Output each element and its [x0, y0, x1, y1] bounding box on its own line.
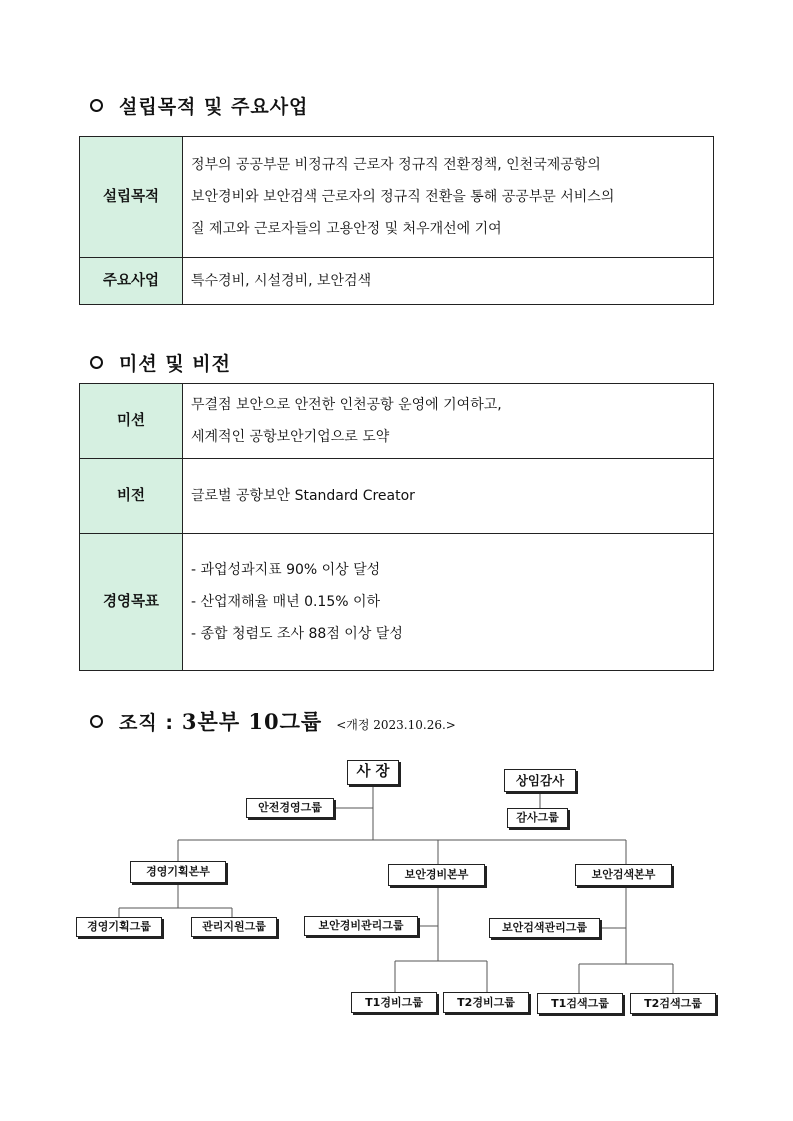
revision-date: <개정 2023.10.26.>: [336, 718, 456, 732]
group-box: 보안경비관리그룹: [304, 916, 418, 936]
row-label: 주요사업: [80, 258, 183, 305]
text-line: - 산업재해율 매년 0.15% 이하: [191, 594, 381, 610]
text-line: 정부의 공공부문 비정규직 근로자 정규직 전환정책, 인천국제공항의: [191, 157, 601, 173]
audit-group-box: 감사그룹: [507, 808, 568, 828]
row-value: 특수경비, 시설경비, 보안검색: [183, 258, 714, 305]
text-line: 무결점 보안으로 안전한 인천공항 운영에 기여하고,: [191, 397, 502, 413]
safety-group-box: 안전경영그룹: [246, 798, 334, 818]
text-line: 세계적인 공항보안기업으로 도약: [191, 429, 390, 445]
text-line: 질 제고와 근로자들의 고용안정 및 처우개선에 기여: [191, 221, 502, 237]
section-title-main: 3본부 10그룹: [181, 709, 323, 734]
row-label: 미션: [80, 384, 183, 459]
row-label: 비전: [80, 459, 183, 534]
section-title: 설립목적 및 주요사업: [119, 96, 309, 118]
group-box: T2경비그룹: [443, 992, 529, 1013]
group-box: 관리지원그룹: [191, 917, 277, 937]
row-label: 설립목적: [80, 137, 183, 258]
row-label: 경영목표: [80, 534, 183, 671]
text-line: - 종합 청렴도 조사 88점 이상 달성: [191, 626, 403, 642]
hq-guard-box: 보안경비본부: [388, 864, 485, 886]
section-title-prefix: 조직 :: [119, 712, 174, 734]
group-box: T2검색그룹: [630, 993, 716, 1014]
row-value: 글로벌 공항보안 Standard Creator: [183, 459, 714, 534]
text-line: 보안경비와 보안검색 근로자의 정규직 전환을 통해 공공부문 서비스의: [191, 189, 615, 205]
hq-screening-box: 보안검색본부: [575, 864, 672, 886]
ceo-box: 사 장: [347, 760, 399, 785]
group-box: 경영기획그룹: [76, 917, 162, 937]
hq-planning-box: 경영기획본부: [130, 861, 226, 883]
auditor-box: 상임감사: [504, 769, 576, 792]
text-line: - 과업성과지표 90% 이상 달성: [191, 562, 381, 578]
section-title: 미션 및 비전: [119, 353, 231, 375]
group-box: 보안검색관리그룹: [489, 918, 600, 938]
group-box: T1검색그룹: [537, 993, 623, 1014]
group-box: T1경비그룹: [351, 992, 437, 1013]
